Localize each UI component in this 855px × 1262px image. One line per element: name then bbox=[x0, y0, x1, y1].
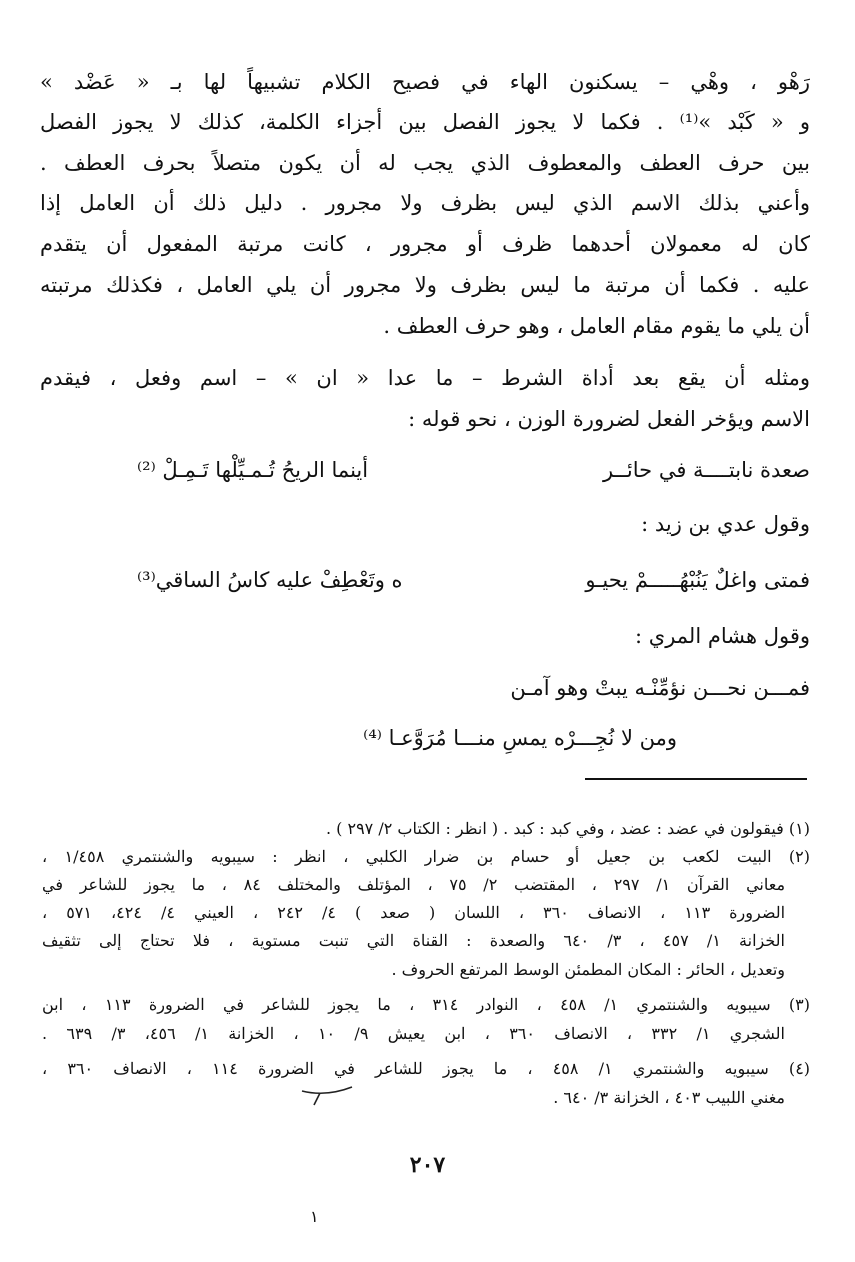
body-line: و « كَبْد »⁽¹⁾ . فكما لا يجوز الفصل بين أجزاء الكلمة، كذلك لا يجوز الفصل bbox=[40, 110, 810, 134]
body-line: الاسم ويؤخر الفعل لضرورة الوزن ، نحو قوله : bbox=[408, 407, 810, 431]
footnote-line: (١) فيقولون في عضد : عضد ، وفي كبد : كبد . ( انظر : الكتاب ٢/ ٢٩٧ ) . bbox=[325, 819, 810, 838]
verse-hemistich: أينما الريحُ تُـمـيِّلْها تَـمِـلْ ⁽²⁾ bbox=[137, 458, 369, 482]
page-number: ٢٠٧ bbox=[409, 1152, 446, 1178]
footnote-line: (٣) سيبويه والشنتمري ١/ ٤٥٨ ، النوادر ٣١٤ ، ما يجوز للشاعر في الضرورة ١١٣ ، ابن bbox=[42, 995, 810, 1014]
verse-intro: وقول عدي بن زيد : bbox=[641, 512, 810, 536]
footnote-line: الضرورة ١١٣ ، الانصاف ٣٦٠ ، اللسان ( صعد ) ٤/ ٢٤٢ ، العيني ٤/ ٤٢٤، ٥٧١ ، bbox=[42, 903, 785, 922]
verse-2 bbox=[0, 563, 855, 597]
footnote-line: مغني اللبيب ٤٠٣ ، الخزانة ٣/ ٦٤٠ . bbox=[553, 1088, 785, 1107]
footnote-line: وتعديل ، الحائر : المكان المطمئن الوسط المرتفع الحروف . bbox=[391, 960, 785, 979]
footnote-line: معاني القرآن ١/ ٢٩٧ ، المقتضب ٢/ ٧٥ ، المؤتلف والمختلف ٨٤ ، ما يجوز للشاعر في bbox=[42, 875, 785, 894]
verse-3-line-2: ومن لا نُجِـــرْه يمسِ منـــا مُرَوَّعـا ⁽⁴⁾ bbox=[363, 726, 677, 750]
verse-1 bbox=[0, 453, 855, 487]
body-line: أن يلي ما يقوم مقام العامل ، وهو حرف العطف . bbox=[383, 314, 810, 338]
verse-hemistich: صعدة نابتــــة في حائــر bbox=[603, 458, 810, 482]
body-line: عليه . فكما أن مرتبة ما ليس بظرف ولا مجرور أن يلي العامل ، فكذلك مرتبته bbox=[40, 273, 810, 297]
stray-mark: ١ bbox=[310, 1207, 319, 1226]
body-line: بين حرف العطف والمعطوف الذي يجب له أن يكون متصلاً بحرف العطف . bbox=[40, 151, 810, 175]
pen-mark bbox=[298, 1083, 358, 1109]
footnote-line: الشجري ١/ ٣٣٢ ، الانصاف ٣٦٠ ، ابن يعيش ٩/ ١٠ ، الخزانة ١/ ٤٥٦، ٣/ ٦٣٩ . bbox=[42, 1024, 785, 1043]
footnote-line: الخزانة ١/ ٤٥٧ ، ٣/ ٦٤٠ والصعدة : القناة التي تنبت مستوية ، فلا تحتاج إلى تثقيف bbox=[42, 931, 785, 950]
body-line: رَهْو ، وهْي – يسكنون الهاء في فصيح الكلام تشبيهاً لها بـ « عَضْد » bbox=[40, 70, 810, 94]
footnote-separator bbox=[585, 778, 807, 780]
body-line: ومثله أن يقع بعد أداة الشرط – ما عدا « ان » – اسم وفعل ، فيقدم bbox=[40, 366, 810, 390]
verse-intro: وقول هشام المري : bbox=[635, 624, 810, 648]
footnote-line: (٢) البيت لكعب بن جعيل أو حسام بن ضرار الكلبي ، انظر : سيبويه والشنتمري ١/٤٥٨ ، bbox=[42, 847, 810, 866]
footnote-line: (٤) سيبويه والشنتمري ١/ ٤٥٨ ، ما يجوز للشاعر في الضرورة ١١٤ ، الانصاف ٣٦٠ ، bbox=[42, 1059, 810, 1078]
verse-3-line-1: فمـــن نحـــن نؤمِّنْـه يبتْ وهو آمـن bbox=[510, 676, 810, 700]
body-line: كان له معمولان أحدهما ظرف أو مجرور ، كانت مرتبة المفعول أن يتقدم bbox=[40, 232, 810, 256]
body-line: وأعني بذلك الاسم الذي ليس بظرف ولا مجرور . دليل ذلك أن العامل إذا bbox=[40, 191, 810, 215]
verse-hemistich: فمتى واغلٌ يَنُبْهُـــــمْ يحيـو bbox=[585, 568, 810, 592]
verse-hemistich: ه وتَعْطِفْ عليه كاسُ الساقي⁽³⁾ bbox=[137, 568, 403, 592]
